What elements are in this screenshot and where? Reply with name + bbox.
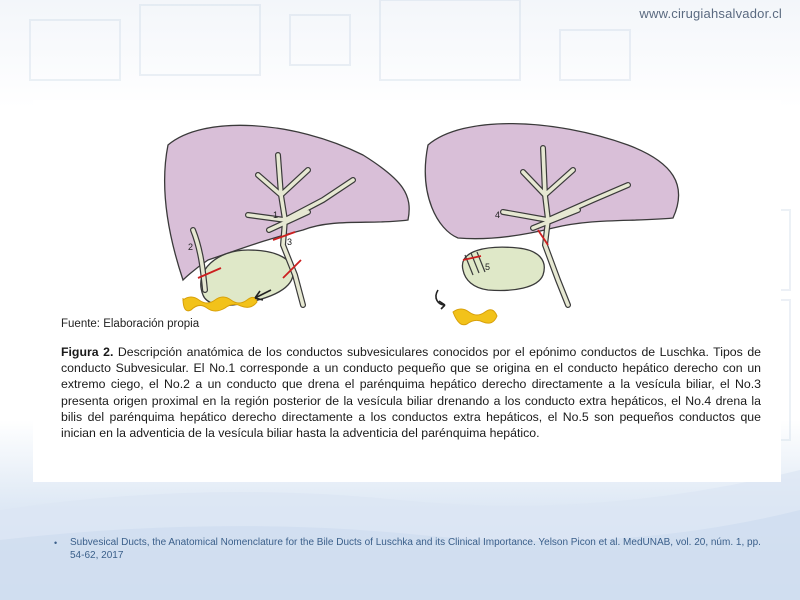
- site-url: www.cirugiahsalvador.cl: [639, 6, 782, 21]
- right-bile-spill: [453, 309, 497, 325]
- left-label-1: 1: [273, 210, 279, 220]
- citation-bullet: •: [54, 538, 58, 548]
- left-label-2: 2: [188, 242, 194, 252]
- figure-caption-label: Figura 2.: [61, 345, 114, 359]
- citation-text: Subvesical Ducts, the Anatomical Nomenclature for the Bile Ducts of Luschka and its Clinical Importance. Yelson Picon et al. MedUNAB, vol. 20, núm. 1, pp. 54-62, 2017: [70, 537, 761, 561]
- right-label-4: 4: [495, 210, 501, 220]
- figure-source: Fuente: Elaboración propia: [61, 318, 200, 330]
- figure-caption-text: Descripción anatómica de los conductos subvesiculares conocidos por el epónimo conductos de Luschka. Tipos de conducto Subvesicular. El No.1 corresponde a un conducto pequeño que se origina en el conducto hepático derecho con un extremo ciego, el No.2 a un conducto que drena el parénquima hepático derecho directamente a la vesícula biliar, el No.3 presenta origen proximal en la región posterior de la vesícula biliar drenando a los conducto extra hepáticos, el No.4 drena la bilis del parénquima hepático derecho directamente a los conductos extra hepáticos, el No.5 son pequeños conductos que inician en la adventicia de la vesícula biliar hasta la adventicia del parénquima hepático.: [61, 345, 762, 441]
- right-gallbladder: [462, 247, 544, 290]
- right-diagram: [425, 124, 678, 325]
- figure-panel: [33, 100, 781, 482]
- left-label-3: 3: [287, 237, 293, 247]
- right-arrow: [436, 290, 445, 309]
- anatomical-illustration: [33, 100, 781, 330]
- right-label-5: 5: [485, 262, 491, 272]
- left-diagram: [165, 125, 409, 311]
- figure-caption: [61, 344, 761, 441]
